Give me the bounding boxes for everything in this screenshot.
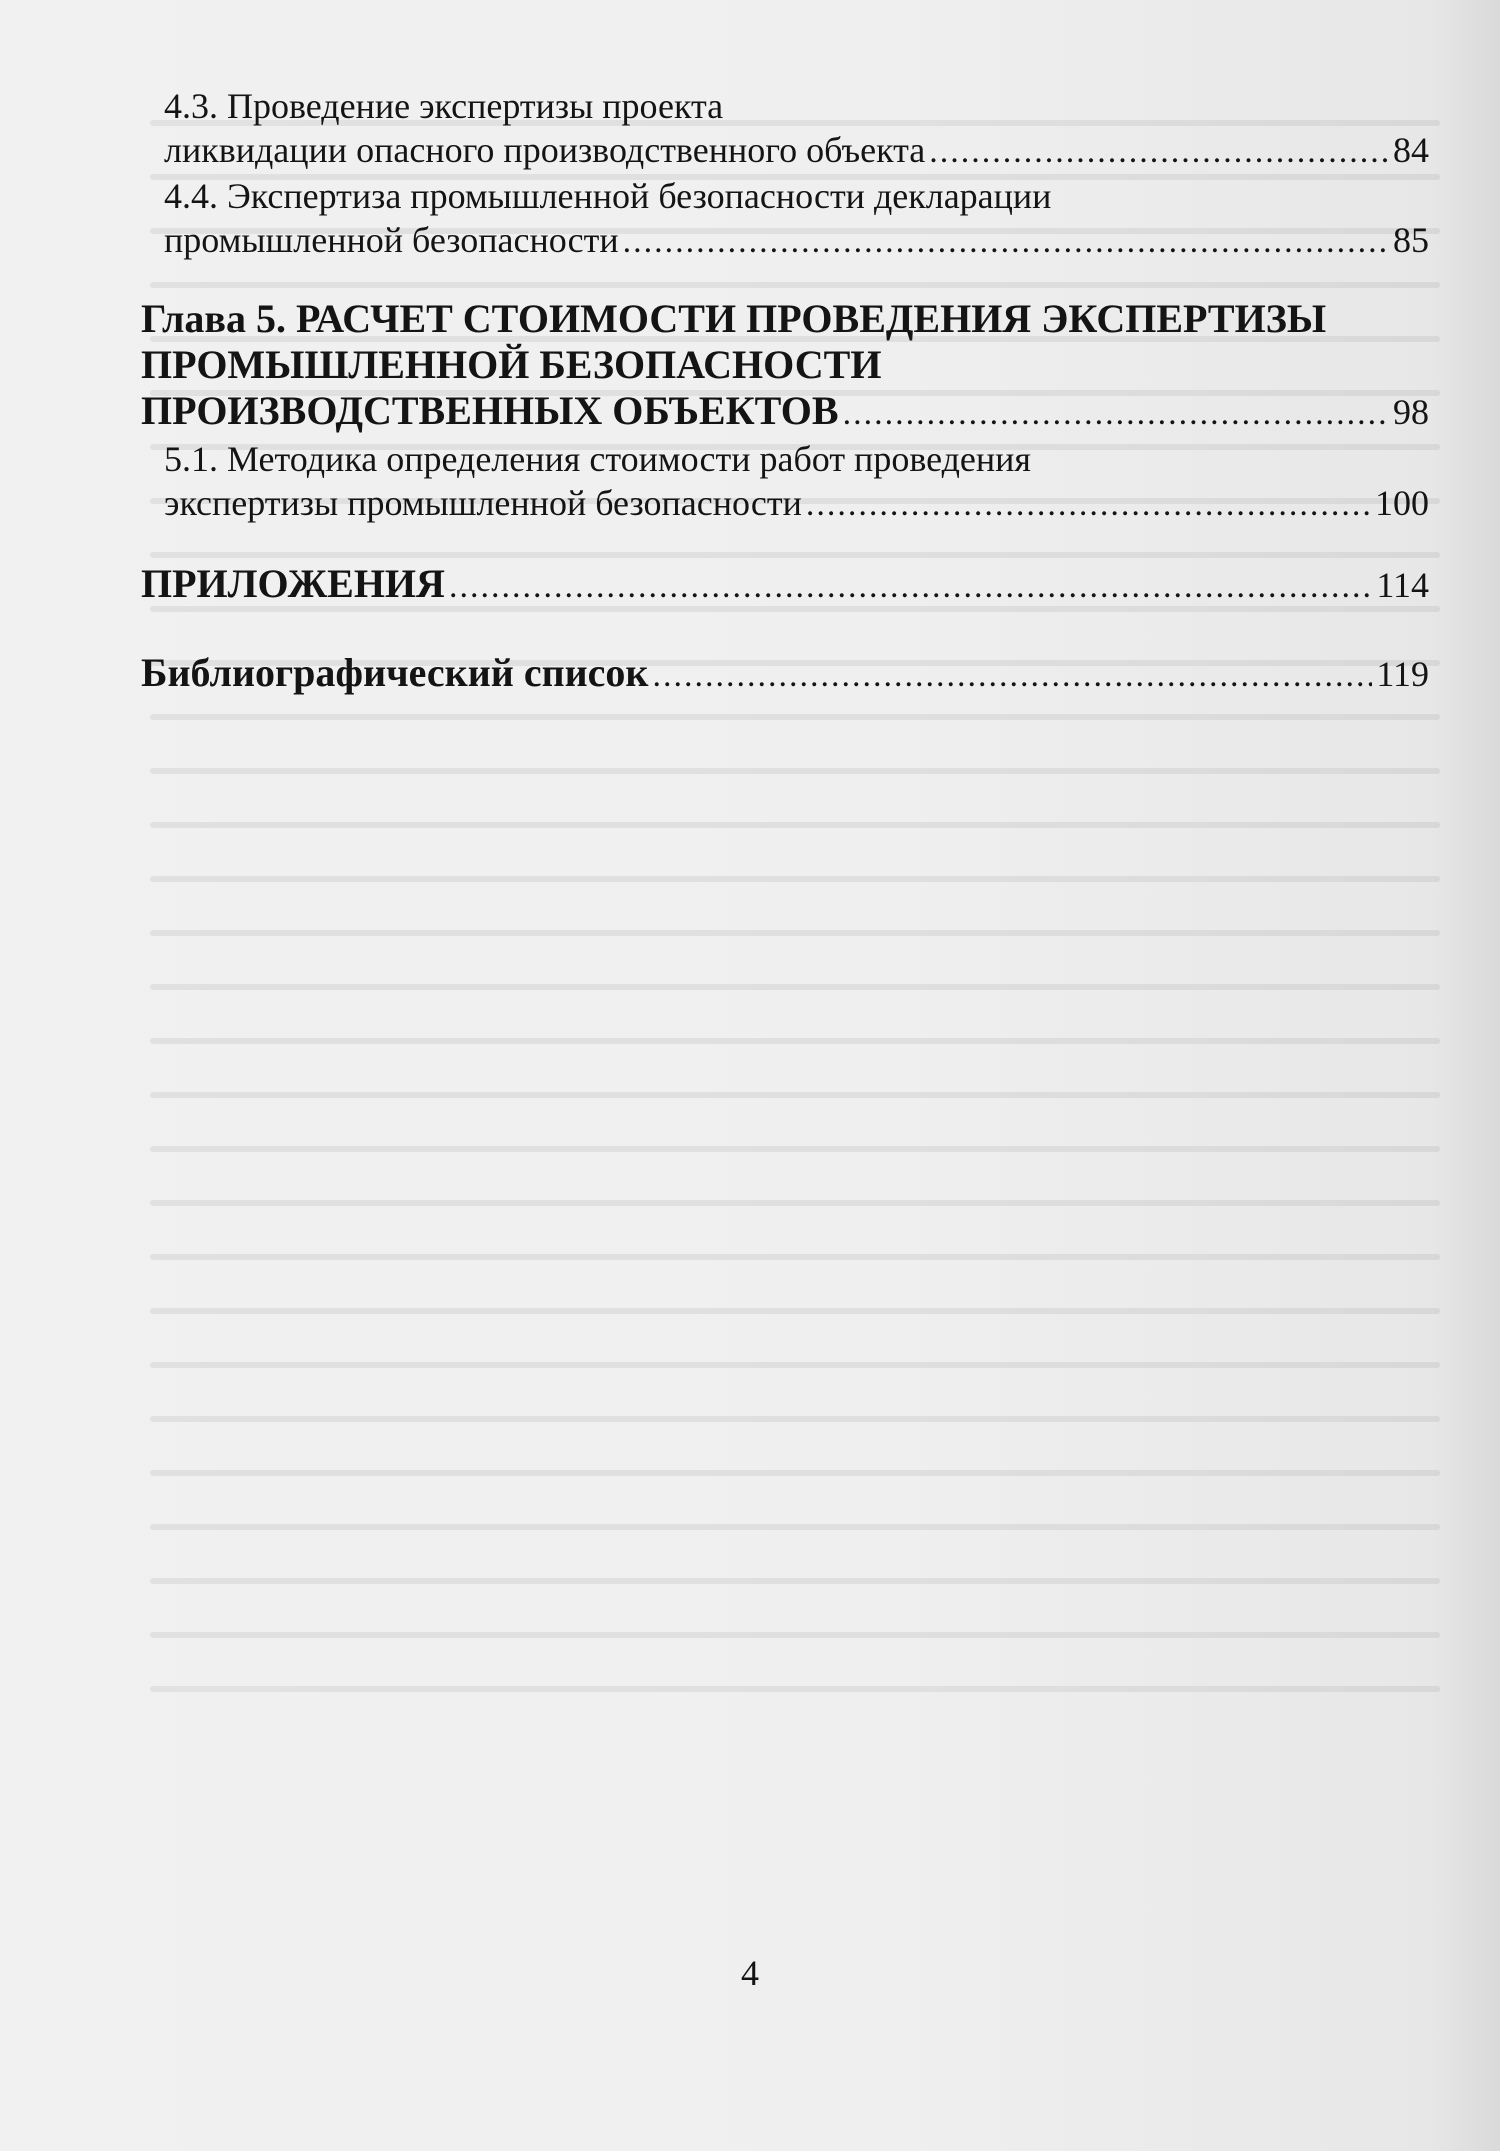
toc-page-number: 114 [1376,565,1429,605]
toc-page-number: 98 [1393,392,1429,432]
toc-entry-line: 5.1. Методика определения стоимости работ проведения [164,439,1031,479]
page-edge-shadow [1430,0,1500,2151]
dot-leader [652,653,1372,699]
toc-entry-title-end: ПРОИЗВОДСТВЕННЫХ ОБЪЕКТОВ [141,388,839,433]
toc-entry-bibliography[interactable] [141,650,1429,699]
dot-leader [623,220,1389,264]
dot-leader [449,564,1372,610]
toc-entry-title-end: ликвидации опасного производственного объекта [164,130,926,170]
dot-leader [929,130,1389,174]
toc-entry-title-end: промышленной безопасности [164,220,619,260]
toc-page-number: 119 [1376,654,1429,694]
toc-entry-5-1[interactable] [141,437,1429,527]
toc-entry-4-3[interactable] [141,84,1429,174]
toc-entry-title-end: Библиографический список [141,650,649,695]
toc-entry-title-end: ПРИЛОЖЕНИЯ [141,561,445,606]
toc-entry-title-end: экспертизы промышленной безопасности [164,483,802,523]
toc-entry-line: 4.4. Экспертиза промышленной безопасности декларации [164,176,1052,216]
page-number: 4 [741,1953,759,1993]
toc-page-number: 85 [1393,220,1429,260]
toc-entry-line: Глава 5. РАСЧЕТ СТОИМОСТИ ПРОВЕДЕНИЯ ЭКСПЕРТИЗЫ [141,296,1327,341]
table-of-contents [141,84,1429,699]
toc-entry-4-4[interactable] [141,174,1429,264]
toc-entry-chapter-5[interactable] [141,296,1429,437]
toc-entry-appendices[interactable] [141,561,1429,610]
toc-page-number: 84 [1393,130,1429,170]
dot-leader [843,391,1389,437]
toc-entry-line: ПРОМЫШЛЕННОЙ БЕЗОПАСНОСТИ [141,342,882,387]
toc-entry-line: 4.3. Проведение экспертизы проекта [164,86,724,126]
toc-page-number: 100 [1375,483,1429,523]
dot-leader [806,483,1371,527]
